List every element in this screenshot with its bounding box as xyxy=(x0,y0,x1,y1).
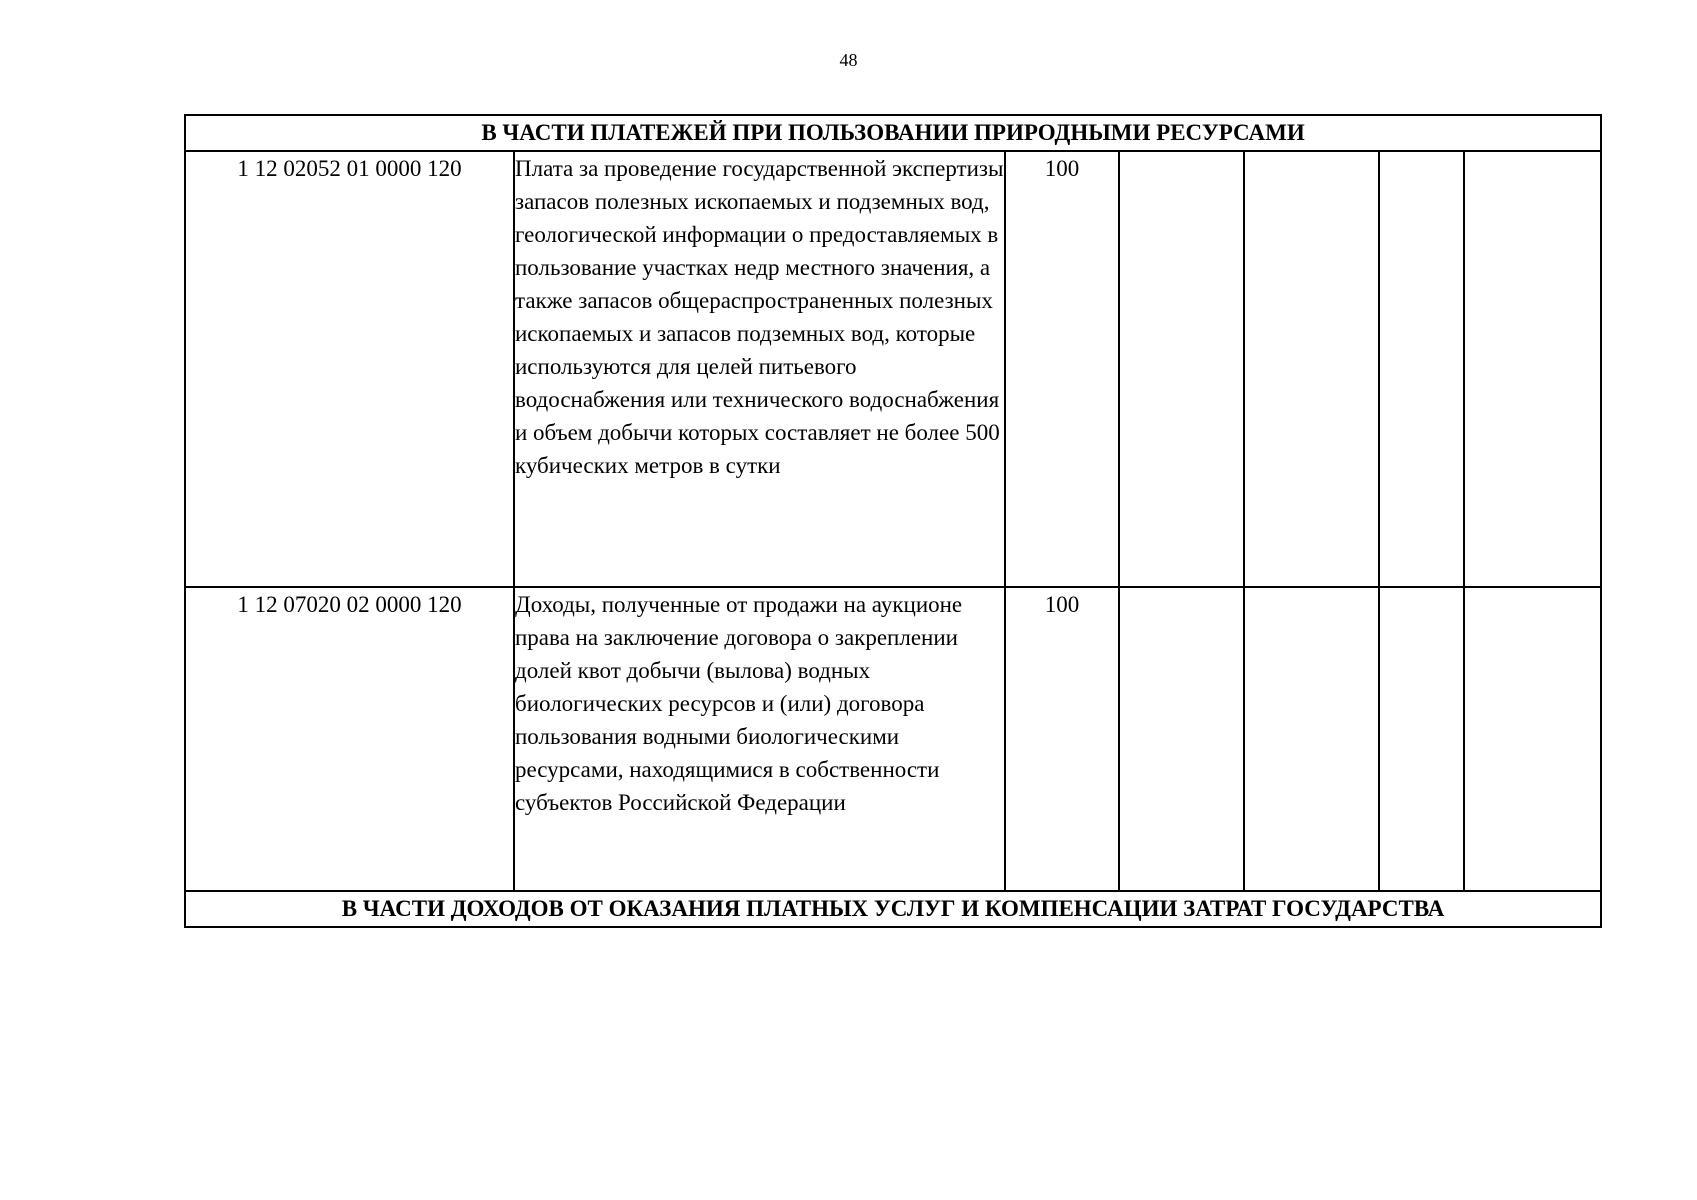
section-heading-paid-services: В ЧАСТИ ДОХОДОВ ОТ ОКАЗАНИЯ ПЛАТНЫХ УСЛУГ И КОМПЕНСАЦИИ ЗАТРАТ ГОСУДАРСТВА xyxy=(185,891,1601,927)
empty-cell xyxy=(1464,587,1601,891)
budget-code-cell: 1 12 02052 01 0000 120 xyxy=(185,151,514,587)
empty-cell xyxy=(1464,151,1601,587)
section-heading-row xyxy=(185,891,1601,927)
description-cell: Плата за проведение государственной экспертизы запасов полезных ископаемых и подземных вод, геологической информации о предоставляемых в пользование участках недр местного значения, а также запасов общераспространенных полезных ископаемых и запасов подземных вод, которые используются для целей питьевого водоснабжения или технического водоснабжения и объем добычи которых составляет не более 500 кубических метров в сутки xyxy=(514,151,1005,587)
empty-cell xyxy=(1119,587,1244,891)
norm-value-cell: 100 xyxy=(1005,587,1119,891)
section-heading-row xyxy=(185,115,1601,151)
section-heading-natural-resources: В ЧАСТИ ПЛАТЕЖЕЙ ПРИ ПОЛЬЗОВАНИИ ПРИРОДНЫМИ РЕСУРСАМИ xyxy=(185,115,1601,151)
empty-cell xyxy=(1244,151,1379,587)
empty-cell xyxy=(1379,151,1464,587)
revenue-table xyxy=(184,114,1602,928)
description-cell: Доходы, полученные от продажи на аукционе права на заключение договора о закреплении долей квот добычи (вылова) водных биологических ресурсов и (или) договора пользования водными биологическими ресурсами, находящимися в собственности субъектов Российской Федерации xyxy=(514,587,1005,891)
norm-value-cell: 100 xyxy=(1005,151,1119,587)
budget-code-cell: 1 12 07020 02 0000 120 xyxy=(185,587,514,891)
table-row xyxy=(185,151,1601,587)
empty-cell xyxy=(1119,151,1244,587)
empty-cell xyxy=(1244,587,1379,891)
empty-cell xyxy=(1379,587,1464,891)
page-number: 48 xyxy=(839,50,858,70)
table-row xyxy=(185,587,1601,891)
